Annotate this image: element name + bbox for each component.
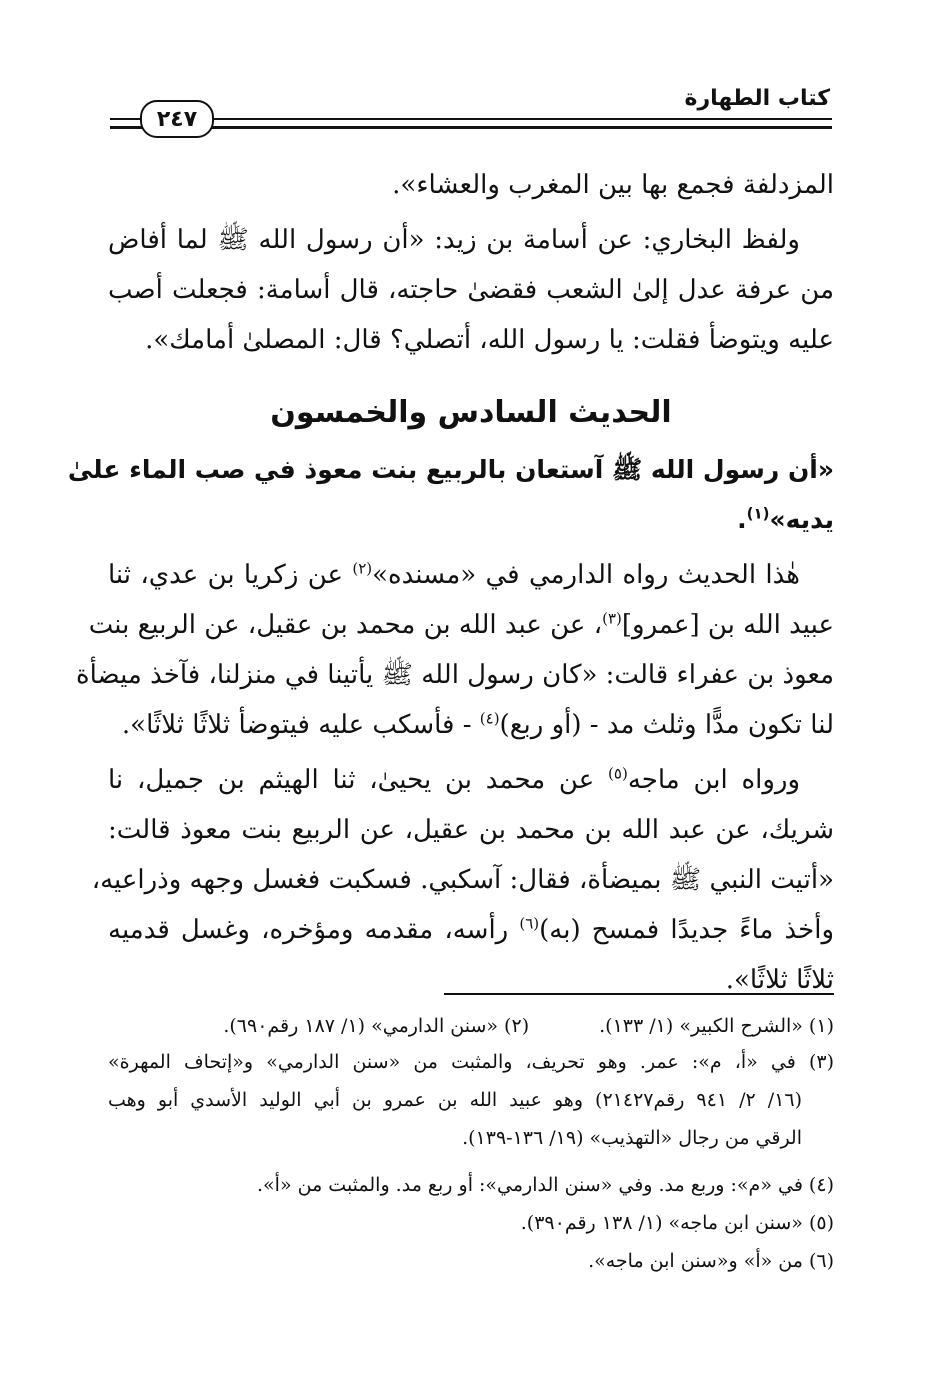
body-line [108, 905, 834, 955]
footnote-4: (٤) في «م»: وربع مد. وفي «سنن الدارمي»: أو ربع مد. والمثبت من «أ». [257, 1174, 834, 1196]
body-line: معوذ بن عفراء قالت: «كان رسول الله ﷺ يأتينا في منزلنا، فآخذ ميضأة [75, 660, 834, 690]
footnote-5: (٥) «سنن ابن ماجه» (١/ ١٣٨ رقم٣٩٠). [520, 1212, 834, 1234]
footnote-line [108, 1008, 834, 1044]
footnote-ref: (٦) [519, 914, 540, 933]
page-number: ٢٤٧ [140, 100, 214, 138]
footnote-ref: (٣) [602, 609, 622, 628]
text-fragment: عن محمد بن يحيىٰ، ثنا الهيثم بن جميل، نا [108, 765, 609, 795]
text-fragment: رأسه، مقدمه ومؤخره، وغسل قدميه [108, 915, 520, 945]
text-fragment: وأخذ ماءً جديدًا فمسح (به) [539, 915, 834, 945]
footnote-1: (١) «الشرح الكبير» (١/ ١٣٣). [599, 1015, 834, 1037]
footnote-separator [444, 993, 834, 995]
footnote-6: (٦) من «أ» و«سنن ابن ماجه». [588, 1250, 834, 1272]
running-header-title: كتاب الطهارة [684, 86, 830, 111]
text-fragment: - فأسكب عليه فيتوضأ ثلاثًا ثلاثًا». [121, 710, 480, 740]
body-line: المزدلفة فجمع بها بين المغرب والعشاء». [392, 170, 834, 200]
header-rule-thick [110, 126, 832, 129]
body-line: ثلاثًا ثلاثًا». [725, 965, 834, 995]
body-line [88, 600, 834, 650]
footnote-3: (٣) في «أ، م»: عمر. وهو تحريف، والمثبت من «سنن الدارمي» و«إتحاف المهرة» [108, 1051, 834, 1073]
hadith-text-fragment: . [737, 505, 747, 534]
body-line: «أتيت النبي ﷺ بميضأة، فقال: آسكبي. فسكبت فغسل وجهه وذراعيه، [91, 865, 834, 895]
footnote-ref: (٤) [479, 709, 500, 728]
header-rule [110, 118, 832, 120]
hadith-heading: الحديث السادس والخمسون [270, 395, 672, 430]
footnote-2: (٢) «سنن الدارمي» (١/ ١٨٧ رقم٦٩٠). [223, 1015, 530, 1037]
body-line: شريك، عن عبد الله بن محمد بن عقيل، عن الربيع بنت معوذ قالت: [108, 815, 834, 845]
body-line [108, 755, 834, 805]
text-fragment: عن زكريا بن عدي، ثنا [108, 560, 353, 590]
footnote-ref: (١) [746, 504, 770, 523]
footnote-3-cont: (١٦/ ٢/ ٩٤١ رقم٢١٤٢٧) وهو عبيد الله بن عمرو بن أبي الوليد الأسدي أبو وهب [108, 1089, 802, 1111]
footnote-3-cont: الرقي من رجال «التهذيب» (١٩/ ١٣٦-١٣٩). [462, 1127, 802, 1149]
body-line: من عرفة عدل إلىٰ الشعب فقضىٰ حاجته، قال أسامة: فجعلت أصب [108, 275, 835, 305]
text-fragment: ، عن عبد الله بن محمد بن عقيل، عن الربيع بنت [88, 610, 603, 640]
body-line: عليه ويتوضأ فقلت: يا رسول الله، أتصلي؟ قال: المصلىٰ أمامك». [145, 325, 834, 355]
text-fragment: ورواه ابن ماجه [627, 765, 800, 795]
footnote-ref: (٥) [608, 764, 628, 783]
text-fragment: لنا تكون مدًّا وثلث مد - (أو ربع) [499, 710, 834, 740]
text-fragment: عبيد الله بن [عمرو] [621, 610, 834, 640]
body-line [108, 550, 834, 600]
hadith-text-line [108, 495, 834, 545]
body-line [108, 700, 834, 750]
footnote-ref: (٢) [352, 559, 373, 578]
text-fragment: هٰذا الحديث رواه الدارمي في «مسنده» [372, 560, 800, 590]
hadith-text-line: «أن رسول الله ﷺ آستعان بالربيع بنت معوذ في صب الماء علىٰ [67, 455, 834, 484]
body-line: ولفظ البخاري: عن أسامة بن زيد: «أن رسول الله ﷺ لما أفاض [108, 225, 800, 255]
hadith-text-fragment: يديه» [769, 505, 834, 534]
